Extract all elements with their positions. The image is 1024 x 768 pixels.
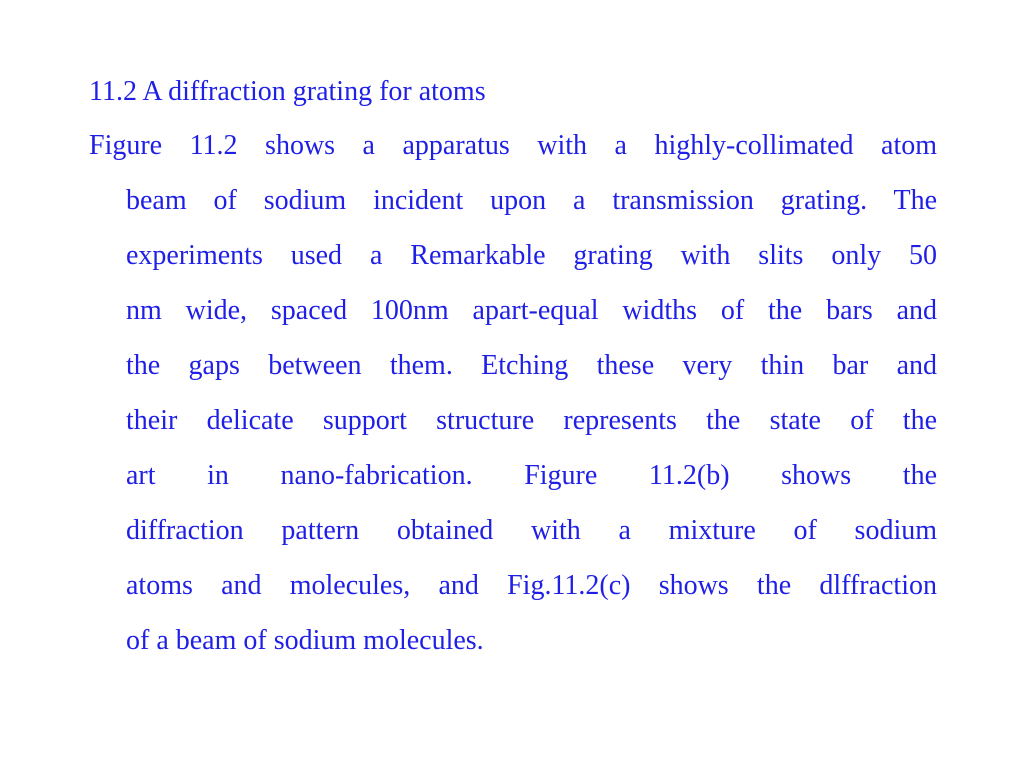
body-paragraph [89,128,937,668]
paragraph-line-4: nm wide, spaced 100nm apart-equal widths of the bars and [126,295,937,326]
paragraph-line-7: art in nano-fabrication. Figure 11.2(b) shows the [126,460,937,491]
paragraph-line-8: diffraction pattern obtained with a mixture of sodium [126,515,937,546]
paragraph-line-1: Figure 11.2 shows a apparatus with a highly-collimated atom [89,130,937,161]
paragraph-line-2: beam of sodium incident upon a transmission grating. The [126,185,937,216]
section-heading: 11.2 A diffraction grating for atoms [89,76,486,107]
paragraph-line-6: their delicate support structure represents the state of the [126,405,937,436]
paragraph-line-9: atoms and molecules, and Fig.11.2(c) shows the dlffraction [126,570,937,601]
paragraph-line-3: experiments used a Remarkable grating with slits only 50 [126,240,937,271]
paragraph-line-5: the gaps between them. Etching these very thin bar and [126,350,937,381]
paragraph-line-10: of a beam of sodium molecules. [126,625,484,656]
